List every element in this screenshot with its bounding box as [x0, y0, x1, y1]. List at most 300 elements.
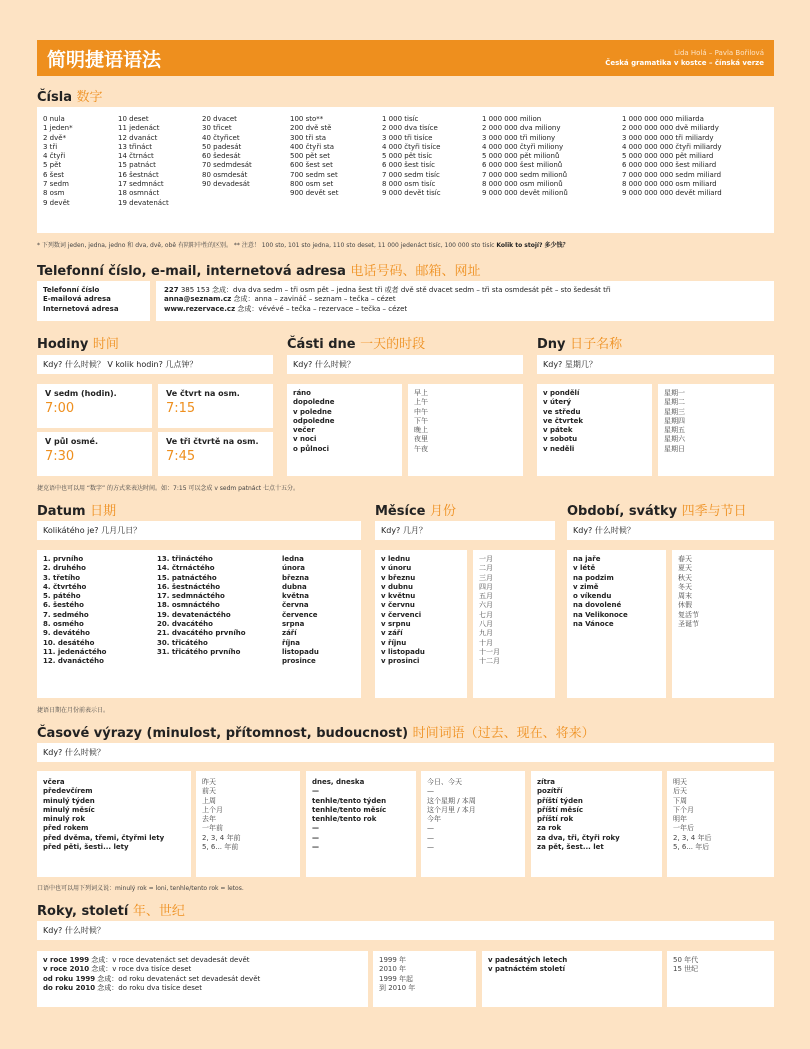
- list-item: 到 2010 年: [379, 983, 416, 992]
- list-item: v lednu: [381, 555, 411, 563]
- list-item: minulý měsíc: [43, 805, 95, 814]
- list-item: včera: [43, 778, 65, 786]
- list-item: 10. desátého: [43, 638, 95, 647]
- list-item: března: [282, 573, 309, 582]
- list-item: 5, 6... 年前: [202, 843, 239, 852]
- months-cn-box: [473, 550, 555, 698]
- list-item: 600 šest set: [290, 161, 333, 170]
- list-item: 这个月里 / 本月: [427, 805, 476, 814]
- list-item: v březnu: [381, 573, 416, 582]
- date-box: [37, 550, 361, 698]
- list-item: 6 šest: [43, 170, 65, 179]
- list-item: 1 000 000 000 miliarda: [622, 115, 704, 123]
- date-col-3: [282, 555, 319, 667]
- list-item: —: [427, 787, 434, 796]
- years-cn: [379, 956, 415, 993]
- list-item: 20 dvacet: [202, 115, 237, 123]
- list-item: 一月: [479, 555, 493, 563]
- list-item: 七月: [479, 610, 493, 619]
- list-item: v padesátých letech: [488, 956, 568, 964]
- years-question: Kdy? 什么时候？: [37, 921, 774, 940]
- list-item: 后天: [673, 787, 687, 796]
- list-item: 700 sedm set: [290, 170, 338, 179]
- list-item: 3. třetího: [43, 573, 81, 582]
- list-item: 1 jeden*: [43, 124, 73, 133]
- seasons-cz: [573, 555, 628, 629]
- list-item: o půlnoci: [293, 444, 329, 453]
- list-item: 1999 年: [379, 956, 407, 964]
- list-item: v poledne: [293, 407, 332, 416]
- list-item: v létě: [573, 564, 596, 573]
- list-item: 9 000 000 000 devět miliard: [622, 189, 722, 198]
- years-cz2-box: [482, 951, 662, 1007]
- list-item: 昨天: [202, 778, 216, 786]
- list-item: o víkendu: [573, 592, 612, 601]
- list-item: —: [427, 824, 434, 833]
- list-item: Telefonní číslo: [43, 286, 100, 294]
- list-item: tenhle/tento rok: [312, 815, 377, 824]
- seasons-question: Kdy? 什么时候？: [567, 521, 774, 540]
- list-item: na jaře: [573, 555, 601, 563]
- list-item: 90 devadesát: [202, 180, 250, 189]
- list-item: —: [312, 833, 319, 842]
- time-present-cn: [427, 778, 476, 852]
- list-item: 星期一: [664, 389, 685, 397]
- list-item: tenhle/tento měsíc: [312, 805, 387, 814]
- months-cn: [479, 555, 500, 667]
- list-item: 2 dvě*: [43, 133, 67, 142]
- list-item: 中午: [414, 407, 428, 416]
- hours-cell-700: V sedm (hodin). 7:00: [37, 384, 152, 428]
- time-present-cn-box: [421, 771, 525, 877]
- hours-cell-715: Ve čtvrt na osm. 7:15: [158, 384, 273, 428]
- numbers-box: [37, 107, 774, 233]
- list-item: 200 dvě stě: [290, 124, 332, 133]
- hours-note: 捷克语中也可以用 “数字” 的方式来表达时间。如：7:15 可以念成 v sedm patnáct 七点十五分。: [37, 485, 300, 492]
- list-item: v neděli: [543, 444, 575, 453]
- list-item: 6 000 000 šest milionů: [482, 161, 563, 170]
- list-item: 12 dvanáct: [118, 133, 158, 142]
- page-title: 简明捷语语法: [47, 48, 162, 71]
- list-item: 5 000 000 000 pět miliard: [622, 152, 714, 161]
- list-item: 夜里: [414, 435, 428, 444]
- list-item: v listopadu: [381, 647, 425, 656]
- list-item: prosince: [282, 657, 316, 666]
- months-cz-box: [375, 550, 467, 698]
- list-item: za dva, tři, čtyři roky: [537, 833, 620, 842]
- list-item: minulý týden: [43, 796, 95, 805]
- list-item: v roce 2010 念成：v roce dva tisíce deset: [43, 965, 192, 974]
- list-item: 下周: [673, 796, 687, 805]
- list-item: 50 年代: [673, 956, 699, 964]
- list-item: 八月: [479, 620, 493, 629]
- list-item: 70 sedmdesát: [202, 161, 252, 170]
- list-item: ve čtvrtek: [543, 416, 584, 425]
- list-item: minulý rok: [43, 815, 85, 824]
- years-cn2: [673, 956, 698, 975]
- time-past-cz: [43, 778, 164, 852]
- contact-values: [164, 286, 611, 314]
- section-title-contact: Telefonní číslo, e-mail, internetová adresa 电话号码、邮箱、网址: [37, 264, 481, 279]
- list-item: 二月: [479, 564, 493, 573]
- header-bar: [37, 40, 774, 76]
- list-item: 1 000 tisíc: [382, 115, 419, 123]
- list-item: 50 padesát: [202, 142, 242, 151]
- list-item: před pěti, šesti... lety: [43, 843, 129, 852]
- numbers-col-5: [382, 115, 441, 199]
- list-item: 900 devět set: [290, 189, 339, 198]
- list-item: 5 000 pět tisíc: [382, 152, 433, 161]
- parts-cn: [414, 389, 428, 454]
- list-item: 上午: [414, 398, 428, 407]
- list-item: 3 000 000 tři miliony: [482, 133, 556, 142]
- numbers-col-1: [43, 115, 73, 208]
- list-item: 星期二: [664, 398, 685, 407]
- list-item: 2, 3, 4 年前: [202, 833, 241, 842]
- numbers-col-4: [290, 115, 338, 199]
- list-item: 4. čtvrtého: [43, 582, 87, 591]
- list-item: v pondělí: [543, 389, 580, 397]
- list-item: 5, 6... 年后: [673, 843, 710, 852]
- date-note: 捷语日期在月份前表示日。: [37, 707, 110, 714]
- list-item: 星期五: [664, 426, 685, 435]
- time-present-cz-box: [306, 771, 416, 877]
- list-item: 15. patnáctého: [157, 573, 217, 582]
- list-item: 8 000 000 000 osm miliard: [622, 180, 717, 189]
- list-item: 20. dvacátého: [157, 620, 213, 629]
- list-item: února: [282, 564, 305, 573]
- time-past-cn: [202, 778, 241, 852]
- list-item: 7 000 000 sedm milionů: [482, 170, 568, 179]
- days-question: Kdy? 星期几？: [537, 355, 774, 374]
- list-item: od roku 1999 念成：od roku devatenáct set devadesát devět: [43, 974, 261, 983]
- list-item: 晚上: [414, 426, 428, 435]
- list-item: 复活节: [678, 610, 699, 619]
- list-item: 5 000 000 pět milionů: [482, 152, 560, 161]
- list-item: 0 nula: [43, 115, 65, 123]
- list-item: května: [282, 592, 310, 601]
- header-credits: [605, 48, 764, 68]
- list-item: 7 000 000 000 sedm miliard: [622, 170, 722, 179]
- list-item: 40 čtyřicet: [202, 133, 240, 142]
- list-item: 1999 年起: [379, 974, 414, 983]
- list-item: v noci: [293, 435, 317, 444]
- months-question: Kdy? 几月？: [375, 521, 555, 540]
- list-item: 下午: [414, 416, 428, 425]
- days-cz: [543, 389, 583, 454]
- list-item: 800 osm set: [290, 180, 334, 189]
- list-item: 19 devatenáct: [118, 198, 169, 207]
- list-item: —: [312, 843, 319, 852]
- contact-labels-box: [37, 281, 150, 321]
- list-item: v patnáctém století: [488, 965, 565, 974]
- list-item: 80 osmdesát: [202, 170, 248, 179]
- list-item: 星期四: [664, 416, 685, 425]
- list-item: na podzim: [573, 573, 614, 582]
- contact-labels: [43, 286, 119, 314]
- list-item: června: [282, 601, 309, 610]
- numbers-col-2: [118, 115, 169, 208]
- list-item: do roku 2010 念成：do roku dva tisíce deset: [43, 983, 202, 992]
- list-item: v zimě: [573, 582, 599, 591]
- list-item: 星期六: [664, 435, 685, 444]
- section-title-seasons: Období, svátky 四季与节日: [567, 504, 747, 519]
- list-item: 秋天: [678, 573, 692, 582]
- days-cn: [664, 389, 685, 454]
- parts-cn-box: [408, 384, 523, 476]
- list-item: ráno: [293, 389, 311, 397]
- list-item: 星期三: [664, 407, 685, 416]
- hours-cell-745: Ve tři čtvrtě na osm. 7:45: [158, 432, 273, 476]
- list-item: 18 osmnáct: [118, 189, 160, 198]
- list-item: 11 jedenáct: [118, 124, 160, 133]
- list-item: —: [427, 843, 434, 852]
- parts-cz-box: [287, 384, 402, 476]
- list-item: 五月: [479, 592, 493, 601]
- list-item: 4 000 čtyři tisíce: [382, 142, 441, 151]
- list-item: v úterý: [543, 398, 572, 407]
- list-item: —: [427, 833, 434, 842]
- list-item: příští týden: [537, 796, 583, 805]
- list-item: 这个星期 / 本周: [427, 796, 476, 805]
- list-item: 今年: [427, 815, 441, 824]
- list-item: v červenci: [381, 610, 422, 619]
- list-item: 去年: [202, 815, 216, 824]
- list-item: v sobotu: [543, 435, 578, 444]
- list-item: 上周: [202, 796, 216, 805]
- list-item: 11. jedenáctého: [43, 647, 107, 656]
- list-item: 四月: [479, 582, 493, 591]
- list-item: 九月: [479, 629, 493, 638]
- list-item: 明天: [673, 778, 687, 786]
- list-item: 1. prvního: [43, 555, 84, 563]
- list-item: 一年后: [673, 824, 694, 833]
- list-item: 17 sedmnáct: [118, 180, 164, 189]
- list-item: 今日、今天: [427, 778, 462, 786]
- list-item: anna@seznam.cz 念成：anna – zavináč – seznam – tečka – cézet: [164, 295, 396, 304]
- list-item: 三月: [479, 573, 493, 582]
- list-item: 3 000 tři tisíce: [382, 133, 433, 142]
- list-item: 8 osm: [43, 189, 65, 198]
- list-item: před dvěma, třemi, čtyřmi lety: [43, 833, 165, 842]
- list-item: 6. šestého: [43, 601, 84, 610]
- list-item: 30 třicet: [202, 124, 232, 133]
- time-present-cz: [312, 778, 386, 852]
- list-item: 5. pátého: [43, 592, 81, 601]
- list-item: za pět, šest... let: [537, 843, 604, 852]
- list-item: předevčírem: [43, 787, 93, 796]
- seasons-cz-box: [567, 550, 666, 698]
- list-item: ledna: [282, 555, 304, 563]
- section-title-months: Měsíce 月份: [375, 504, 457, 519]
- time-future-cz-box: [531, 771, 662, 877]
- list-item: 4 000 000 čtyři miliony: [482, 142, 564, 151]
- list-item: 1 000 000 milion: [482, 115, 542, 123]
- list-item: 12. dvanáctého: [43, 657, 104, 666]
- list-item: v prosinci: [381, 657, 420, 666]
- time-future-cz: [537, 778, 620, 852]
- list-item: 8 000 000 osm milionů: [482, 180, 563, 189]
- parts-question: Kdy? 什么时候？: [287, 355, 523, 374]
- list-item: října: [282, 638, 300, 647]
- list-item: 4 000 000 000 čtyři miliardy: [622, 142, 722, 151]
- months-cz: [381, 555, 425, 667]
- list-item: 一年前: [202, 824, 223, 833]
- list-item: 15 patnáct: [118, 161, 156, 170]
- list-item: 星期日: [664, 444, 685, 453]
- list-item: na Velikonoce: [573, 610, 628, 619]
- header-subtitle: Česká gramatika v kostce – čínská verze: [605, 59, 764, 67]
- list-item: 7 sedm: [43, 180, 69, 189]
- list-item: 6 000 000 000 šest miliard: [622, 161, 717, 170]
- list-item: v říjnu: [381, 638, 407, 647]
- list-item: v dubnu: [381, 582, 413, 591]
- list-item: 300 tři sta: [290, 133, 327, 142]
- list-item: dnes, dneska: [312, 778, 365, 786]
- time-future-cn-box: [667, 771, 774, 877]
- list-item: v únoru: [381, 564, 412, 573]
- list-item: 2 000 000 dva miliony: [482, 124, 561, 133]
- list-item: 2 000 000 000 dvě miliardy: [622, 124, 719, 133]
- time-expr-question: Kdy? 什么时候？: [37, 743, 774, 762]
- list-item: 15 世纪: [673, 965, 699, 974]
- list-item: 冬天: [678, 582, 692, 591]
- authors: Lida Holá – Pavla Bořilová: [674, 49, 764, 57]
- list-item: 14. čtrnáctého: [157, 564, 215, 573]
- list-item: 9 000 devět tisíc: [382, 189, 441, 198]
- list-item: 十一月: [479, 647, 500, 656]
- list-item: zítra: [537, 778, 555, 786]
- section-title-time-expr: Časové výrazy (minulost, přítomnost, budoucnost) 时间词语（过去、现在、将来）: [37, 726, 595, 741]
- list-item: 2. druhého: [43, 564, 86, 573]
- list-item: července: [282, 610, 318, 619]
- list-item: srpna: [282, 620, 305, 629]
- list-item: v červnu: [381, 601, 415, 610]
- list-item: 2 000 dva tisíce: [382, 124, 438, 133]
- list-item: 7. sedmého: [43, 610, 89, 619]
- years-cz-box: [37, 951, 368, 1007]
- list-item: 2, 3, 4 年后: [673, 833, 712, 842]
- list-item: 30. třicátého: [157, 638, 208, 647]
- days-cz-box: [537, 384, 652, 476]
- days-cn-box: [658, 384, 774, 476]
- list-item: 早上: [414, 389, 428, 397]
- list-item: 5 pět: [43, 161, 62, 170]
- list-item: 前天: [202, 787, 216, 796]
- list-item: v srpnu: [381, 620, 411, 629]
- list-item: 8. osmého: [43, 620, 84, 629]
- list-item: 10 deset: [118, 115, 149, 123]
- numbers-col-3: [202, 115, 252, 189]
- section-title-parts: Části dne 一天的时段: [287, 337, 426, 352]
- date-col-2: [157, 555, 246, 657]
- list-item: 圣诞节: [678, 620, 699, 629]
- time-future-cn: [673, 778, 712, 852]
- list-item: 400 čtyři sta: [290, 142, 335, 151]
- years-cz2: [488, 956, 567, 975]
- list-item: 十月: [479, 638, 493, 647]
- section-title-numbers: Čísla 数字: [37, 90, 103, 105]
- list-item: Internetová adresa: [43, 304, 119, 313]
- list-item: 16. šestnáctého: [157, 582, 221, 591]
- list-item: pozítří: [537, 787, 563, 796]
- list-item: 春天: [678, 555, 692, 563]
- list-item: večer: [293, 426, 315, 435]
- list-item: dopoledne: [293, 398, 335, 407]
- list-item: 21. dvacátého prvního: [157, 629, 246, 638]
- section-title-hours: Hodiny 时间: [37, 337, 119, 352]
- list-item: v květnu: [381, 592, 416, 601]
- list-item: —: [312, 787, 319, 796]
- list-item: 13 třináct: [118, 142, 153, 151]
- list-item: 18. osmnáctého: [157, 601, 220, 610]
- list-item: 9. devátého: [43, 629, 90, 638]
- list-item: 周末: [678, 592, 692, 601]
- list-item: 14 čtrnáct: [118, 152, 154, 161]
- list-item: září: [282, 629, 297, 638]
- seasons-cn-box: [672, 550, 774, 698]
- list-item: v pátek: [543, 426, 573, 435]
- list-item: 227 385 153 念成：dva dva sedm – tři osm pět – jedna šest tři 或者 dvě stě dvacet sedm – tři sta osmdesát pět – sto šedesát tři: [164, 286, 611, 294]
- date-col-1: [43, 555, 107, 667]
- time-past-cn-box: [196, 771, 300, 877]
- years-cn2-box: [667, 951, 774, 1007]
- list-item: tenhle/tento týden: [312, 796, 387, 805]
- list-item: 8 000 osm tisíc: [382, 180, 436, 189]
- list-item: 4 čtyři: [43, 152, 66, 161]
- list-item: 十二月: [479, 657, 500, 666]
- list-item: na Vánoce: [573, 620, 614, 629]
- list-item: 500 pět set: [290, 152, 331, 161]
- hours-cell-730: V půl osmé. 7:30: [37, 432, 152, 476]
- years-cz: [43, 956, 260, 993]
- list-item: v září: [381, 629, 403, 638]
- list-item: 夏天: [678, 564, 692, 573]
- years-cn-box: [373, 951, 476, 1007]
- section-title-years: Roky, století 年、世纪: [37, 904, 185, 919]
- list-item: příští rok: [537, 815, 574, 824]
- list-item: 下个月: [673, 805, 694, 814]
- list-item: ve středu: [543, 407, 581, 416]
- section-title-days: Dny 日子名称: [537, 337, 623, 352]
- list-item: 六月: [479, 601, 493, 610]
- numbers-col-7: [622, 115, 722, 199]
- list-item: 休假: [678, 601, 692, 610]
- list-item: 9 000 000 devět milionů: [482, 189, 568, 198]
- list-item: 16 šestnáct: [118, 170, 159, 179]
- list-item: 13. třináctého: [157, 555, 213, 563]
- list-item: E-mailová adresa: [43, 295, 111, 304]
- list-item: 19. devatenáctého: [157, 610, 231, 619]
- list-item: 2010 年: [379, 965, 407, 974]
- list-item: odpoledne: [293, 416, 335, 425]
- list-item: 17. sedmnáctého: [157, 592, 225, 601]
- list-item: před rokem: [43, 824, 89, 833]
- list-item: 上个月: [202, 805, 223, 814]
- list-item: 3 tři: [43, 142, 58, 151]
- list-item: 明年: [673, 815, 687, 824]
- time-past-cz-box: [37, 771, 191, 877]
- list-item: příští měsíc: [537, 805, 583, 814]
- list-item: na dovolené: [573, 601, 622, 610]
- list-item: 60 šedesát: [202, 152, 241, 161]
- list-item: 9 devět: [43, 198, 70, 207]
- list-item: dubna: [282, 582, 307, 591]
- parts-cz: [293, 389, 335, 454]
- section-title-date: Datum 日期: [37, 504, 117, 519]
- list-item: —: [312, 824, 319, 833]
- list-item: 3 000 000 000 tři miliardy: [622, 133, 714, 142]
